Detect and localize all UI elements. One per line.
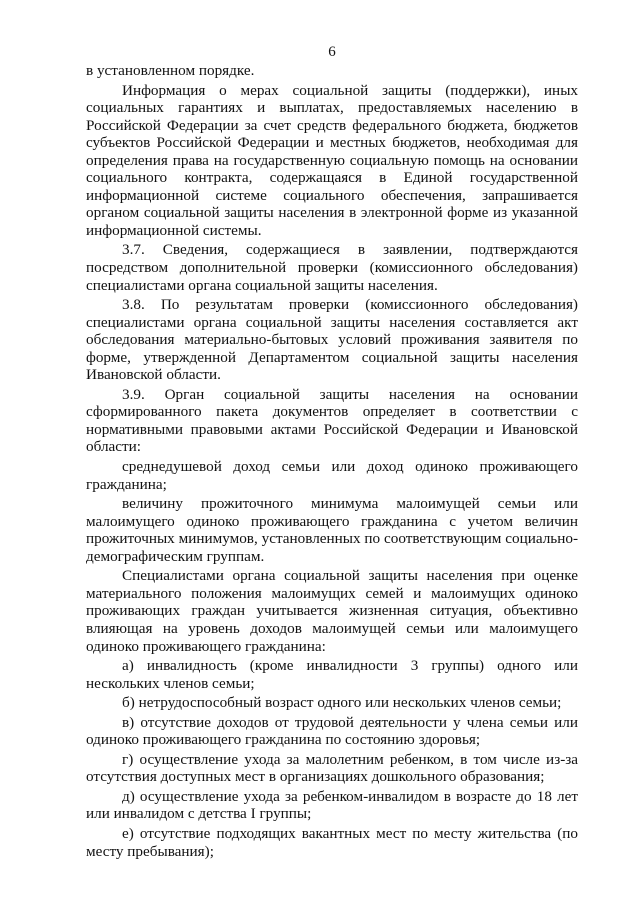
paragraph-3-7: 3.7. Сведения, содержащиеся в заявлении, подтверждаются посредством дополнительной проверки (комиссионного обследования) специалистами органа социальной защиты населения. — [86, 241, 578, 294]
list-item-d: д) осуществление ухода за ребенком-инвалидом в возрасте до 18 лет или инвалидом с детства I группы; — [86, 787, 578, 823]
document-body — [86, 62, 578, 862]
paragraph-life-situation: Специалистами органа социальной защиты населения при оценке материального положения малоимущих семей и малоимущих одиноко проживающих граждан учитывается жизненная ситуация, объективно влияющая на уровень доходов малоимущей семьи или малоимущего одиноко проживающего гражданина: — [86, 567, 578, 655]
paragraph-average-income: среднедушевой доход семьи или доход одиноко проживающего гражданина; — [86, 458, 578, 493]
paragraph-subsistence-minimum: величину прожиточного минимума малоимущей семьи или малоимущего одиноко проживающего гражданина с учетом величин прожиточных минимумов, установленных по соответствующим социально-демографическим группам. — [86, 495, 578, 565]
paragraph-3-8: 3.8. По результатам проверки (комиссионного обследования) специалистами органа социальной защиты населения составляется акт обследования материально-бытовых условий проживания заявителя по форме, утвержденной Департаментом социальной защиты населения Ивановской области. — [86, 296, 578, 384]
page-number: 6 — [328, 44, 336, 60]
list-item-v: в) отсутствие доходов от трудовой деятельности у члена семьи или одиноко проживающего гражданина по состоянию здоровья; — [86, 713, 578, 749]
list-item-g: г) осуществление ухода за малолетним ребенком, в том числе из-за отсутствия доступных мест в организациях дошкольного образования; — [86, 750, 578, 786]
list-item-a: а) инвалидность (кроме инвалидности 3 группы) одного или нескольких членов семьи; — [86, 657, 578, 692]
paragraph-3-9: 3.9. Орган социальной защиты населения на основании сформированного пакета документов определяет в соответствии с нормативными правовыми актами Российской Федерации и Ивановской области: — [86, 385, 578, 456]
list-item-b: б) нетрудоспособный возраст одного или нескольких членов семьи; — [122, 694, 562, 712]
paragraph-continuation: в установленном порядке. — [86, 62, 255, 79]
list-item-e: е) отсутствие подходящих вакантных мест по месту жительства (по месту пребывания); — [86, 824, 578, 860]
paragraph-information: Информация о мерах социальной защиты (поддержки), иных социальных гарантиях и выплатах, предоставляемых населению в Российской Федерации за счет средств федерального бюджета, бюджетов субъектов Российской Федерации и местных бюджетов, необходимая для определения права на государственную социальную помощь на основании социального контракта, содержащаяся в Единой государственной информационной системе социального обеспечения, запрашивается органом социальной защиты населения в электронной форме из указанной информационной системы. — [86, 81, 578, 239]
